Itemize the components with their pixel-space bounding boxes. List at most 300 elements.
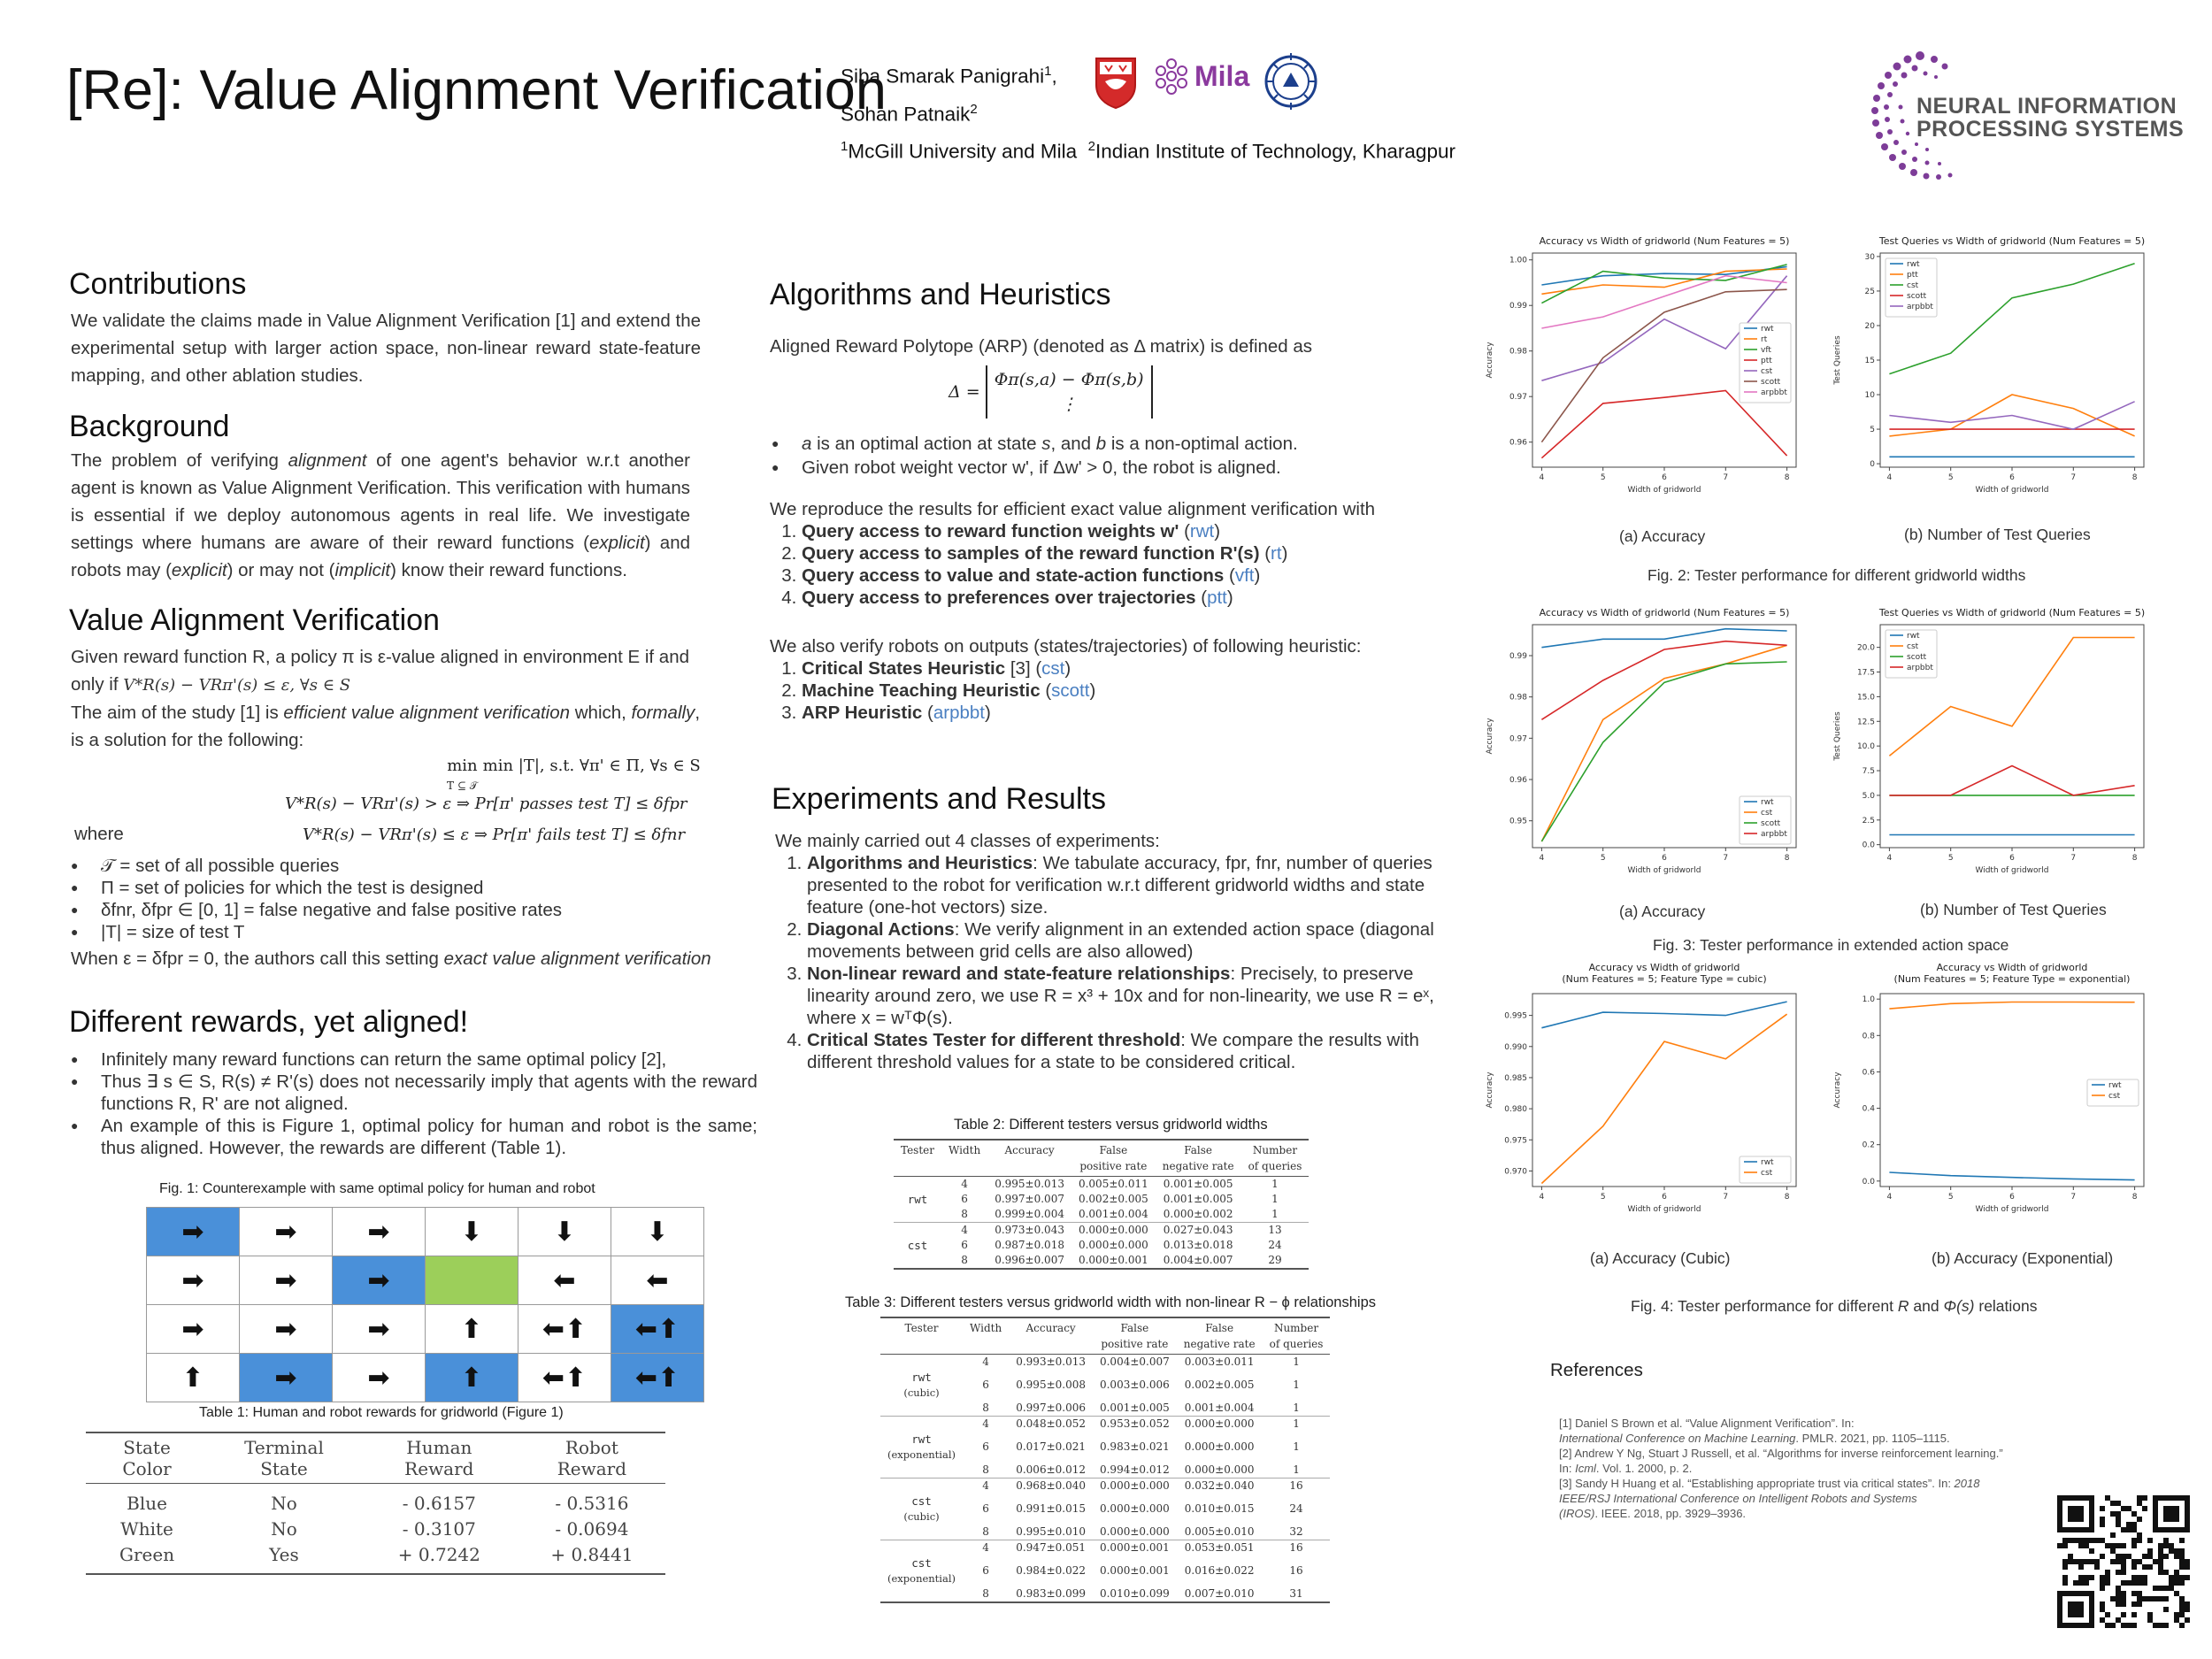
table-row [894,1253,1309,1269]
grid-cell: ➡ [147,1305,240,1354]
chart-title: Accuracy vs Width of gridworld [1936,962,2088,973]
table-cell: 0.010±0.015 [1184,1502,1255,1515]
table-cell: 0.027±0.043 [1156,1223,1241,1239]
fig2-caption: Fig. 2: Tester performance for different gridworld widths [1647,566,2026,584]
table-row [894,1238,1309,1253]
y-tick-label: 7.5 [1862,767,1875,777]
y-tick-label: 10 [1864,391,1875,401]
x-tick-label: 5 [1600,473,1606,482]
y-tick-label: 0 [1870,460,1875,470]
list-item: ● 𝒯 = set of all possible queries [101,855,756,877]
table-cell: 0.995±0.013 [995,1178,1064,1190]
list-item: ● Infinitely many reward functions can return the same optimal policy [2], [101,1048,757,1071]
legend-entry: scott [1907,653,1927,662]
grid-cell: ⬇ [611,1208,704,1256]
table-cell: 4 [963,1417,1009,1432]
x-tick-label: 4 [1886,1193,1893,1202]
table-cell: 0.002±0.005 [1078,1193,1148,1205]
x-tick-label: 5 [1947,1193,1954,1202]
table-cell: 0.000±0.001 [1093,1540,1177,1556]
table-header: False positive rate [1093,1317,1177,1355]
affiliation-2: Indian Institute of Technology, Kharagpur [1095,140,1455,163]
list-item: 1. Query access to reward function weights w' (rwt) [802,520,1439,542]
fig2b-subcaption: (b) Number of Test Queries [1904,526,2091,543]
table-cell: 0.001±0.005 [1099,1402,1170,1414]
grid-cell [426,1256,518,1305]
table-cell: 16 [1263,1540,1331,1556]
legend-entry: arpbbt [1761,830,1787,839]
x-tick-label: 8 [1784,473,1790,482]
table-cell: 0.993±0.013 [1016,1356,1086,1368]
table-cell: 0.005±0.010 [1184,1525,1255,1538]
grid-cell: ⬅⬆ [611,1305,704,1354]
neurips-line-2: PROCESSING SYSTEMS [1916,117,2185,142]
y-tick-label: 17.5 [1856,668,1875,678]
repro-intro: We reproduce the results for efficient exact value alignment verification with [770,499,1376,519]
y-axis-label: Test Queries [1833,711,1842,761]
series-line-rwt [1541,1002,1786,1028]
table-cell: 32 [1289,1525,1303,1538]
table-cell: 0.001±0.005 [1163,1178,1233,1190]
tester-name: rwt [907,1193,928,1206]
y-tick-label: 10.0 [1856,742,1875,752]
x-tick-label: 4 [1886,473,1893,482]
table-cell: 0.995±0.010 [1016,1525,1086,1538]
table-cell: 8 [982,1463,989,1476]
list-item: 3. Query access to value and state-action functions (vft) [802,565,1439,587]
x-axis-label: Width of gridworld [1975,486,2049,495]
table-row [880,1370,1330,1401]
list-item: ● Thus ∃ s ∈ S, R(s) ≠ R'(s) does not necessarily imply that agents with the reward functions R, R' are not aligned. [101,1071,757,1115]
table-cell: 0.000±0.002 [1163,1208,1233,1220]
list-item: ● |T| = size of test T [101,921,756,943]
table-row [880,1355,1330,1371]
table-cell: 0.968±0.040 [1009,1479,1093,1494]
table-cell: 4 [941,1223,987,1239]
list-item: ● a is an optimal action at state s, and b is a non-optimal action. [802,432,1439,456]
table-header: Number of queries [1241,1140,1310,1177]
y-tick-label: 0.98 [1509,693,1527,703]
table-cell: 0.000±0.000 [1093,1479,1177,1494]
grid-row [147,1354,704,1402]
rewards-heading: Different rewards, yet aligned! [69,1005,469,1039]
table-row [880,1540,1330,1556]
list-item: 3. Non-linear reward and state-feature relationships: Precisely, to preserve linearity around zero, we use R = x³ + 10x and for non-linearity, we use R = eˣ, where x = wᵀΦ(s). [807,963,1444,1029]
table-row [880,1494,1330,1525]
table-row [880,1417,1330,1432]
fig4-caption: Fig. 4: Tester performance for different R and Φ(s) relations [1631,1297,2038,1315]
legend-entry: cst [1907,642,1919,651]
table-cell: 1 [1271,1208,1279,1220]
tester-cell [880,1355,963,1371]
table-cell: 8 [961,1208,968,1220]
x-tick-label: 6 [1662,1193,1667,1202]
vav-inline-math: V*R(s) − VRπ'(s) ≤ ε, ∀s ∈ S [123,676,351,695]
grid-cell: ⬆ [426,1305,518,1354]
vav-fnr-eq: V*R(s) − VRπ'(s) ≤ ε ⇒ Pr[π' fails test T] ≤ δfnr [303,826,686,844]
table-header: False positive rate [1071,1140,1156,1177]
table-cell: 1 [1293,1440,1300,1453]
affiliation-1: McGill University and Mila [848,140,1078,163]
y-tick-label: 0.96 [1509,438,1527,448]
x-axis-label: Width of gridworld [1975,1205,2049,1214]
y-tick-label: 0.0 [1862,841,1875,850]
x-tick-label: 5 [1947,854,1954,863]
table-cell: 1 [1271,1193,1279,1205]
y-axis-label: Accuracy [1486,342,1494,379]
table1-caption: Table 1: Human and robot rewards for gridworld (Figure 1) [199,1405,564,1420]
fig3-caption: Fig. 3: Tester performance in extended action space [1653,936,2009,954]
y-axis-label: Accuracy [1833,1071,1842,1109]
grid-cell: ⬅⬆ [611,1354,704,1402]
tester-cell [880,1525,963,1540]
series-line-rwt [1541,629,1786,648]
x-axis-label: Width of gridworld [1627,1205,1701,1214]
y-tick-label: 0.95 [1509,817,1527,826]
y-tick-label: 12.5 [1856,718,1875,727]
table-cell: 0.003±0.011 [1184,1356,1255,1368]
grid-cell: ➡ [333,1256,426,1305]
fig4a-subcaption: (a) Accuracy (Cubic) [1590,1249,1731,1267]
qr-code-icon[interactable] [2057,1495,2190,1628]
y-axis-label: Test Queries [1833,335,1842,385]
arp-text: Aligned Reward Polytope (ARP) (denoted as Δ matrix) is defined as [770,336,1313,357]
table-cell: 29 [1241,1253,1310,1269]
chart-title: Accuracy vs Width of gridworld (Num Features = 5) [1539,235,1790,247]
grid-cell: ⬇ [518,1208,611,1256]
y-tick-label: 0.97 [1509,734,1527,744]
grid-cell: ➡ [333,1354,426,1402]
y-tick-label: 0.99 [1509,652,1527,661]
table-cell: 24 [1289,1502,1303,1515]
x-tick-label: 6 [1662,473,1667,482]
table-cell: 0.001±0.004 [1184,1402,1255,1414]
list-item: 3. ARP Heuristic (arpbbt) [802,702,1439,724]
table-cell: 0.000±0.000 [1184,1463,1255,1476]
reference-1: [1] Daniel S Brown et al. “Value Alignment Verification”. In: International Conference on Machine Learning. PMLR. 2021, pp. 1105–1115. [1559,1417,1950,1445]
author-1: Siba Smarak Panigrahi [841,65,1045,88]
tester-name: rwt (cubic) [903,1371,940,1399]
y-tick-label: 0.4 [1862,1104,1875,1114]
table-row [894,1177,1309,1193]
chart-fig2a-accuracy [1479,232,1807,506]
table-cell: 8 [982,1402,989,1414]
fig2a-subcaption: (a) Accuracy [1619,527,1706,545]
table-cell: 0.000±0.001 [1071,1253,1156,1269]
legend-entry: cst [1761,1169,1773,1178]
table-cell: 0.953±0.052 [1093,1417,1177,1432]
references-heading: References [1550,1360,1643,1380]
table1-header: Human Reward [360,1432,518,1484]
table-cell: 0.032±0.040 [1177,1479,1263,1494]
table-row [880,1586,1330,1602]
table-cell: 16 [1289,1564,1303,1577]
x-axis-label: Width of gridworld [1627,866,1701,875]
table-cell: 0.005±0.011 [1078,1178,1148,1190]
y-tick-label: 0.99 [1509,302,1527,311]
table-cell: 0.048±0.052 [1009,1417,1093,1432]
table-cell: 0.995±0.008 [1016,1379,1086,1391]
chart-title: Test Queries vs Width of gridworld (Num Features = 5) [1878,235,2146,247]
grid-cell: ➡ [147,1256,240,1305]
y-tick-label: 20.0 [1856,643,1875,653]
chart-fig2b-queries [1827,232,2154,506]
tester-cell [894,1207,941,1223]
vav-bullets [69,855,756,943]
y-tick-label: 0.98 [1509,347,1527,357]
y-tick-label: 1.0 [1862,995,1875,1005]
neurips-line-1: NEURAL INFORMATION [1916,94,2177,119]
legend-entry: rwt [1907,260,1920,269]
experiments-intro: We mainly carried out 4 classes of experiments: [775,831,1160,851]
series-line-rwt [1541,266,1786,285]
legend-entry: rwt [1761,798,1774,807]
y-tick-label: 20 [1864,321,1875,331]
table-cell: 1 [1293,1402,1300,1414]
table-cell: 0.991±0.015 [1016,1502,1086,1515]
grid-cell: ➡ [240,1305,333,1354]
table-header: Number of queries [1263,1317,1331,1355]
table1-header: Robot Reward [518,1432,665,1484]
grid-cell: ➡ [333,1208,426,1256]
legend-entry: arpbbt [1761,388,1787,397]
tester-name: cst (exponential) [887,1556,956,1585]
y-tick-label: 15 [1864,357,1875,365]
table-cell: 0.984±0.022 [1016,1564,1086,1577]
x-tick-label: 4 [1539,854,1545,863]
repro-list [770,520,1439,609]
table-row [880,1401,1330,1417]
y-tick-label: 0.8 [1862,1032,1875,1041]
legend-entry: rwt [1907,632,1920,641]
list-item: 1. Critical States Heuristic [3] (cst) [802,657,1439,680]
y-tick-label: 0.990 [1504,1042,1527,1052]
table-cell: 31 [1263,1586,1331,1602]
vav-where: where [74,824,124,844]
y-tick-label: 5.0 [1862,791,1875,801]
table-cell: 0.001±0.004 [1078,1208,1148,1220]
grid-cell: ➡ [147,1208,240,1256]
grid-cell: ⬅ [611,1256,704,1305]
grid-row [147,1208,704,1256]
table-cell: 0.000±0.000 [1078,1239,1148,1251]
list-item: ● δfnr, δfpr ∈ [0, 1] = false negative and false positive rates [101,899,756,921]
table-cell: 0.983±0.099 [1009,1586,1093,1602]
table-row [880,1432,1330,1463]
fig3b-subcaption: (b) Number of Test Queries [1920,901,2107,918]
experiments-heading: Experiments and Results [772,782,1106,816]
grid-row [147,1256,704,1305]
iit-seal-icon [1263,51,1318,111]
tester-name: cst [907,1239,928,1252]
experiments-list [775,852,1444,1073]
grid-cell: ⬆ [426,1354,518,1402]
grid-cell: ⬅ [518,1256,611,1305]
grid-cell: ⬆ [147,1354,240,1402]
grid-cell: ➡ [333,1305,426,1354]
grid-row [147,1305,704,1354]
table-header: Width [963,1317,1009,1355]
x-tick-label: 8 [2131,473,2138,482]
table1-header: Terminal State [208,1432,360,1484]
vav-aim: The aim of the study [1] is efficient value alignment verification which, formally, is a solution for the following: [71,703,701,750]
legend-entry: cst [1761,809,1773,818]
list-item: 4. Query access to preferences over trajectories (ptt) [802,587,1439,609]
series-line-rwt [1889,1172,2134,1180]
tester-cell [894,1253,941,1269]
table-cell: 0.983±0.021 [1099,1440,1170,1453]
chart-fig4a-cubic [1479,960,1807,1225]
gridworld-figure [146,1207,704,1402]
x-tick-label: 4 [1539,1193,1545,1202]
legend-entry: rwt [2108,1081,2122,1090]
y-tick-label: 15.0 [1856,693,1875,703]
author-2: Sohan Patnaik [841,103,971,125]
grid-cell: ⬅⬆ [518,1354,611,1402]
table-cell: 0.000±0.000 [1099,1525,1170,1538]
table-row: White No - 0.3107 - 0.0694 [120,1518,629,1540]
table3-caption: Table 3: Different testers versus gridworld width with non-linear R − ϕ relationships [845,1294,1377,1310]
x-tick-label: 7 [1723,473,1729,482]
table-cell: 0.000±0.000 [1071,1223,1156,1239]
heuristic-intro: We also verify robots on outputs (states/trajectories) of following heuristic: [770,636,1362,657]
tester-name: rwt (exponential) [887,1432,956,1461]
list-item: 2. Query access to samples of the reward function R'(s) (rt) [802,542,1439,565]
table-cell: 6 [961,1239,968,1251]
contributions-heading: Contributions [69,267,247,301]
x-tick-label: 8 [2131,854,2138,863]
grid-cell: ➡ [240,1354,333,1402]
y-tick-label: 0.975 [1504,1136,1527,1146]
legend-entry: rwt [1761,325,1774,334]
reference-2: [2] Andrew Y Ng, Stuart J Russell, et al. “Algorithms for inverse reinforcement learning.” In: Icml. Vol. 1. 2000, p. 2. [1559,1447,2003,1475]
table-cell: 0.002±0.005 [1184,1379,1255,1391]
x-tick-label: 6 [2009,854,2015,863]
table-cell: 1 [1293,1463,1300,1476]
vav-exact-setting: When ε = δfpr = 0, the authors call this setting exact value alignment verification [71,949,711,969]
x-tick-label: 5 [1600,1193,1606,1202]
mcgill-shield-icon [1093,55,1139,110]
table-cell: 0.000±0.000 [1099,1502,1170,1515]
series-line-arpbbt [1889,402,2134,429]
fig3a-subcaption: (a) Accuracy [1619,902,1706,920]
contributions-text: We validate the claims made in Value Alignment Verification [1] and extend the experimental setup with larger action space, non-linear reward state-feature mapping, and other ablation studies. [71,311,701,386]
reference-3: [3] Sandy H Huang et al. “Establishing appropriate trust via critical states”. In: 2018 IEEE/RSJ International Conference on Intelligent Robots and Systems (IROS). IEEE. 2018, pp. 3929–3936. [1559,1477,1980,1520]
table-header: Tester [880,1317,963,1355]
legend-entry: ptt [1761,357,1772,365]
list-item: 1. Algorithms and Heuristics: We tabulate accuracy, fpr, fnr, number of queries presented to the robot for verification w.r.t different gridworld widths and state feature (one-hot vectors) size. [807,852,1444,918]
background-text: The problem of verifying alignment of one agent's behavior w.r.t another agent is known as Value Alignment Verification. This verification with humans is essential if we deploy autonomous agents in real life. We investigate settings where humans are aware of their reward functions (explicit) and robots may (explicit) or may not (implicit) know their reward functions. [71,450,690,580]
x-tick-label: 8 [1784,1193,1790,1202]
y-tick-label: 1.00 [1509,256,1527,265]
list-item: 2. Diagonal Actions: We verify alignment in an extended action space (diagonal movements between grid cells are also allowed) [807,918,1444,963]
table-cell: 0.000±0.000 [1177,1417,1263,1432]
tester-cell [880,1417,963,1432]
mila-molecule-icon [1152,57,1191,96]
y-axis-label: Accuracy [1486,1071,1494,1109]
table-row [894,1223,1309,1239]
tester-cell [880,1540,963,1556]
author-block: Siba Smarak Panigrahi$^1$, Sohan Patnaik$^2$ $^1$McGill University and Mila $^2$Indian Institute of Technology, Kharagpur [841,64,1455,163]
table-cell: 4 [963,1540,1009,1556]
table-cell: 1 [1293,1356,1300,1368]
table-cell: 6 [982,1379,989,1391]
table-cell: 6 [982,1502,989,1515]
chart-title: Accuracy vs Width of gridworld [1588,962,1740,973]
table-header: Width [941,1140,987,1177]
chart-fig4b-exponential [1827,960,2154,1225]
list-item: ● An example of this is Figure 1, optimal policy for human and robot is the same; thus aligned. However, the rewards are different (Table 1). [101,1115,757,1159]
y-tick-label: 0.980 [1504,1105,1527,1115]
table1-header: State Color [86,1432,208,1484]
table-row [880,1525,1330,1540]
table-cell: 6 [982,1564,989,1577]
tester-cell [880,1401,963,1417]
chart-title: Accuracy vs Width of gridworld (Num Features = 5) [1539,607,1790,618]
chart-subtitle: (Num Features = 5; Feature Type = exponential) [1893,973,2131,985]
table-header: Accuracy [1009,1317,1093,1355]
y-tick-label: 0.6 [1862,1068,1875,1078]
x-axis-label: Width of gridworld [1975,866,2049,875]
vav-heading: Value Alignment Verification [69,603,440,637]
table-cell: 24 [1268,1239,1282,1251]
legend-entry: scott [1761,378,1781,387]
tester-cell [880,1463,963,1479]
table-row: Blue No - 0.6157 - 0.5316 [127,1493,629,1514]
table-cell: 0.000±0.001 [1099,1564,1170,1577]
x-tick-label: 7 [2070,1193,2077,1202]
table-row [880,1555,1330,1586]
table2-caption: Table 2: Different testers versus gridworld widths [954,1117,1268,1133]
x-tick-label: 4 [1886,854,1893,863]
rewards-bullets [69,1048,757,1159]
table-cell: 0.973±0.043 [987,1223,1071,1239]
legend-entry: cst [2108,1092,2121,1101]
y-tick-label: 25 [1864,287,1875,296]
y-tick-label: 0.0 [1862,1177,1875,1187]
table-cell: 0.996±0.007 [987,1253,1071,1269]
table-cell: 0.010±0.099 [1093,1586,1177,1602]
table-row [894,1192,1309,1207]
table-cell: 1 [1271,1178,1279,1190]
references-list [1559,1416,2055,1521]
table-header: Tester [894,1140,941,1177]
vav-objective-eq: min T ⊆ 𝒯 min |T|, s.t. ∀π' ∈ Π, ∀s ∈ S [447,757,701,792]
table-cell: 0.017±0.021 [1016,1440,1086,1453]
background-heading: Background [69,410,230,443]
table-cell: 16 [1263,1479,1331,1494]
grid-cell: ⬇ [426,1208,518,1256]
y-tick-label: 30 [1864,252,1875,262]
table-cell: 4 [982,1356,989,1368]
table-row [894,1207,1309,1223]
series-line-arpbbt [1889,766,2134,795]
legend-entry: scott [1907,292,1927,301]
table-cell: 4 [963,1479,1009,1494]
table-row [880,1479,1330,1494]
series-line-arpbbt [1541,641,1786,720]
table-cell: 1 [1263,1417,1331,1432]
fig4b-subcaption: (b) Accuracy (Exponential) [1932,1249,2114,1267]
table-header: False negative rate [1177,1317,1263,1355]
table2-results [894,1139,1309,1270]
table3-results [880,1317,1330,1603]
table-cell: 0.003±0.006 [1099,1379,1170,1391]
tester-cell [894,1223,941,1239]
tester-cell [894,1177,941,1193]
table-header: Accuracy [987,1140,1071,1177]
mila-logo-text: Mila [1194,59,1250,92]
